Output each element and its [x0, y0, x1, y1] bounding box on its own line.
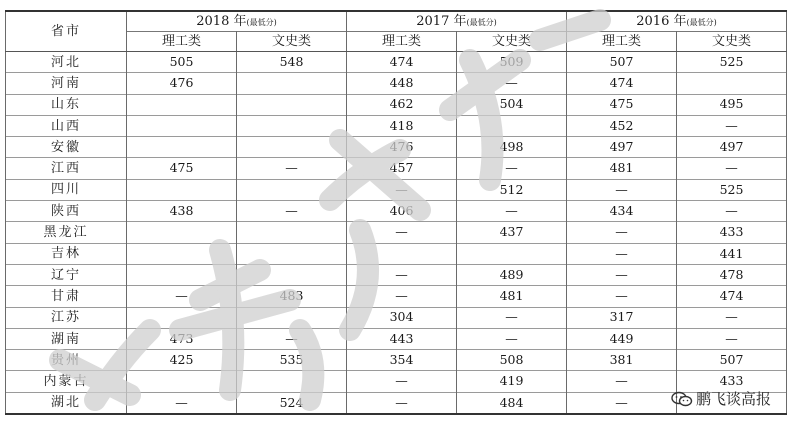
score-cell	[127, 179, 237, 200]
score-cell	[127, 371, 237, 392]
score-cell	[127, 94, 237, 115]
table-row	[6, 73, 787, 94]
score-cell	[237, 115, 347, 136]
score-cell: —	[127, 392, 237, 414]
score-cell: —	[567, 371, 677, 392]
score-cell: —	[457, 73, 567, 94]
score-cell	[127, 243, 237, 264]
score-cell: 381	[567, 350, 677, 371]
province-cell: 四川	[6, 179, 127, 200]
province-cell: 湖南	[6, 328, 127, 349]
province-cell: 贵州	[6, 350, 127, 371]
score-cell: 418	[347, 115, 457, 136]
table-row	[6, 137, 787, 158]
score-cell: 535	[237, 350, 347, 371]
score-cell	[237, 264, 347, 285]
score-cell: —	[567, 264, 677, 285]
table-row	[6, 222, 787, 243]
year-note: (最低分)	[686, 18, 717, 27]
score-cell: —	[347, 222, 457, 243]
table-row	[6, 243, 787, 264]
year-label: 2017 年	[416, 14, 467, 29]
year-header-2018	[127, 11, 347, 32]
science-header: 理工类	[567, 32, 677, 52]
score-cell: 474	[677, 286, 787, 307]
score-cell: 433	[677, 222, 787, 243]
score-cell: 354	[347, 350, 457, 371]
score-cell: 433	[677, 371, 787, 392]
score-cell	[127, 115, 237, 136]
score-cell: —	[127, 286, 237, 307]
score-cell: 441	[677, 243, 787, 264]
score-cell: 457	[347, 158, 457, 179]
score-cell: —	[457, 307, 567, 328]
score-cell	[127, 137, 237, 158]
province-cell: 陕西	[6, 201, 127, 222]
province-cell: 甘肃	[6, 286, 127, 307]
score-cell	[127, 264, 237, 285]
table-row	[6, 371, 787, 392]
score-cell: 483	[237, 286, 347, 307]
score-cell	[677, 73, 787, 94]
table-row	[6, 158, 787, 179]
score-cell	[237, 307, 347, 328]
table-body	[6, 52, 787, 415]
table-row	[6, 328, 787, 349]
score-cell: —	[237, 328, 347, 349]
score-cell: —	[457, 201, 567, 222]
score-cell: 474	[347, 52, 457, 73]
score-cell: —	[677, 328, 787, 349]
score-cell: —	[567, 222, 677, 243]
score-cell	[237, 371, 347, 392]
score-cell	[237, 222, 347, 243]
score-cell: 508	[457, 350, 567, 371]
score-cell: 497	[677, 137, 787, 158]
score-cell: 473	[127, 328, 237, 349]
score-cell: 462	[347, 94, 457, 115]
score-cell	[347, 243, 457, 264]
table-row	[6, 392, 787, 414]
score-cell	[237, 94, 347, 115]
score-cell	[237, 243, 347, 264]
score-cell: —	[677, 158, 787, 179]
score-cell: 512	[457, 179, 567, 200]
score-cell: —	[347, 371, 457, 392]
score-cell	[127, 222, 237, 243]
score-cell: 505	[127, 52, 237, 73]
province-cell: 河北	[6, 52, 127, 73]
province-cell: 辽宁	[6, 264, 127, 285]
table-row	[6, 201, 787, 222]
score-cell: 495	[677, 94, 787, 115]
wechat-icon	[671, 391, 693, 407]
score-cell: 484	[457, 392, 567, 414]
year-header-2017	[347, 11, 567, 32]
score-cell: 525	[677, 179, 787, 200]
score-cell: 406	[347, 201, 457, 222]
year-label: 2016 年	[636, 14, 687, 29]
score-cell: —	[567, 179, 677, 200]
province-cell: 山东	[6, 94, 127, 115]
score-cell: 452	[567, 115, 677, 136]
header-row-years	[6, 11, 787, 32]
science-header: 理工类	[127, 32, 237, 52]
score-cell	[127, 307, 237, 328]
arts-header: 文史类	[677, 32, 787, 52]
table-row	[6, 350, 787, 371]
year-header-2016	[567, 11, 787, 32]
score-cell	[457, 115, 567, 136]
province-cell: 安徽	[6, 137, 127, 158]
score-cell: 475	[567, 94, 677, 115]
score-table-container	[5, 10, 786, 414]
score-cell: 481	[567, 158, 677, 179]
arts-header: 文史类	[237, 32, 347, 52]
province-cell: 江苏	[6, 307, 127, 328]
score-cell: 504	[457, 94, 567, 115]
province-cell: 湖北	[6, 392, 127, 414]
score-cell: —	[347, 286, 457, 307]
score-cell	[237, 137, 347, 158]
score-cell: —	[237, 158, 347, 179]
score-cell: 525	[677, 52, 787, 73]
province-cell: 河南	[6, 73, 127, 94]
score-cell: 524	[237, 392, 347, 414]
score-cell	[237, 73, 347, 94]
science-header: 理工类	[347, 32, 457, 52]
table-row	[6, 264, 787, 285]
score-cell: 425	[127, 350, 237, 371]
score-cell: —	[677, 115, 787, 136]
year-note: (最低分)	[466, 18, 497, 27]
score-cell: —	[567, 243, 677, 264]
score-cell: 448	[347, 73, 457, 94]
score-table	[5, 10, 787, 415]
score-cell: 497	[567, 137, 677, 158]
score-cell: 507	[567, 52, 677, 73]
province-cell: 吉林	[6, 243, 127, 264]
score-cell: 304	[347, 307, 457, 328]
score-cell: —	[237, 201, 347, 222]
score-cell: —	[347, 392, 457, 414]
score-cell: 317	[567, 307, 677, 328]
score-cell: 476	[347, 137, 457, 158]
table-row	[6, 94, 787, 115]
table-row	[6, 115, 787, 136]
score-cell: —	[567, 286, 677, 307]
province-cell: 黑龙江	[6, 222, 127, 243]
province-header: 省市	[6, 11, 127, 52]
province-cell: 江西	[6, 158, 127, 179]
score-cell: 548	[237, 52, 347, 73]
year-label: 2018 年	[196, 14, 247, 29]
score-cell: 419	[457, 371, 567, 392]
score-cell: 475	[127, 158, 237, 179]
score-cell: 434	[567, 201, 677, 222]
score-cell: 498	[457, 137, 567, 158]
score-cell	[457, 243, 567, 264]
score-cell: 509	[457, 52, 567, 73]
score-cell: 507	[677, 350, 787, 371]
province-cell: 内蒙古	[6, 371, 127, 392]
score-cell: 481	[457, 286, 567, 307]
score-cell: —	[677, 201, 787, 222]
score-cell: —	[457, 158, 567, 179]
score-cell	[237, 179, 347, 200]
arts-header: 文史类	[457, 32, 567, 52]
table-row	[6, 179, 787, 200]
score-cell: 489	[457, 264, 567, 285]
province-cell: 山西	[6, 115, 127, 136]
score-cell: 438	[127, 201, 237, 222]
table-row	[6, 286, 787, 307]
score-cell: 476	[127, 73, 237, 94]
score-cell: —	[457, 328, 567, 349]
score-cell: 478	[677, 264, 787, 285]
table-row	[6, 52, 787, 73]
score-cell: 443	[347, 328, 457, 349]
wechat-account-logo	[671, 388, 771, 409]
score-cell: 449	[567, 328, 677, 349]
logo-text: 鹏飞谈高报	[695, 390, 771, 408]
score-cell: —	[567, 392, 677, 414]
score-cell: 437	[457, 222, 567, 243]
year-note: (最低分)	[246, 18, 277, 27]
score-cell: —	[347, 179, 457, 200]
score-cell: —	[677, 307, 787, 328]
score-cell: —	[347, 264, 457, 285]
table-row	[6, 307, 787, 328]
score-cell: 474	[567, 73, 677, 94]
